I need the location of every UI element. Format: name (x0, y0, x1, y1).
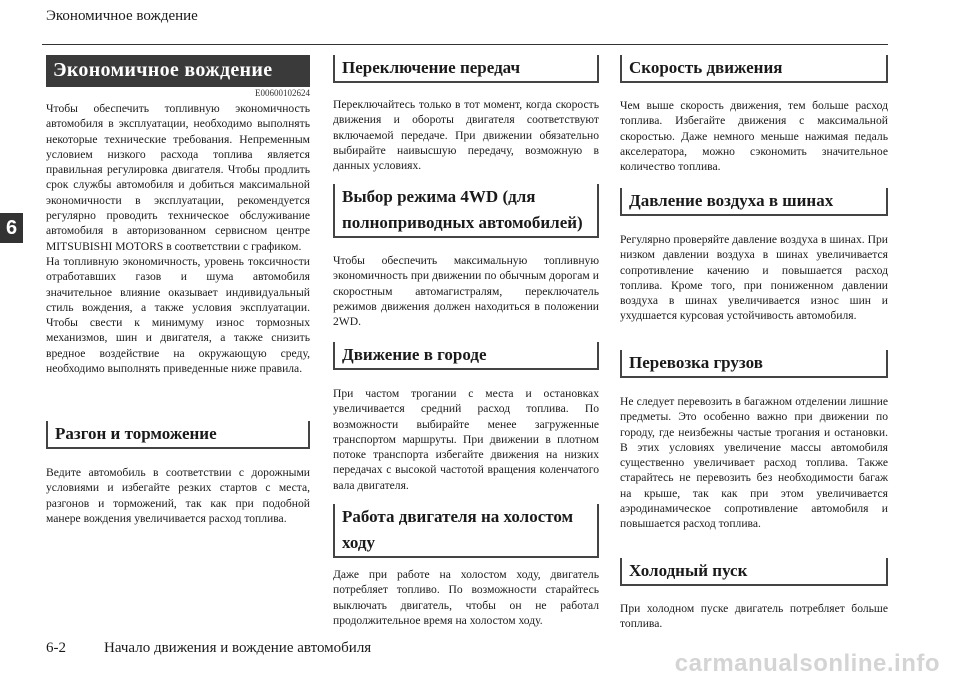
intro-text (46, 101, 310, 376)
section-title-acceleration: Разгон и торможение (46, 421, 310, 449)
section-title-idling-line-2: ходу (342, 533, 375, 552)
tire-pressure-text: Регулярно проверяйте давление воздуха в шинах. При низком давлении воздуха в шинах увеличивается сопротивление качению и повышается расход топлива. Кроме того, при пониженном давлении воздуха в шинах увеличивается износ шин и ухудшается курсовая устойчивость автомобиля. (620, 233, 888, 323)
cold-start-text: При холодном пуске двигатель потребляет больше топлива. (620, 602, 888, 631)
section-title-gear-shifting: Переключение передач (333, 55, 599, 83)
cargo-text: Не следует перевозить в багажном отделении лишние предметы. Это особенно важно при движении по городу, где неизбежны частые трогания и остановки. В этих условиях увеличение массы автомобиля существенно увеличивает расход топлива. Также старайтесь не перевозить без необходимости багаж на крыше, так как при этом увеличивается аэродинамическое сопротивление автомобиля и повышается расход топлива. (620, 395, 888, 531)
document-code: E00600102624 (255, 88, 310, 98)
section-title-speed: Скорость движения (620, 55, 888, 83)
intro-paragraph-2: На топливную экономичность, уровень токсичности отработавших газов и шума автомобиля значительное влияние оказывает индивидуальный стиль вождения, а также условия эксплуатации. Чтобы свести к минимуму износ тормозных механизмов, шин и двигателя, а также снизить вредное воздействие на окружающую среду, необходимо выполнять приведенные ниже правила. (46, 254, 310, 376)
section-title-4wd-line-2: полноприводных автомобилей) (342, 213, 583, 232)
idling-text: Даже при работе на холостом ходу, двигатель потребляет топливо. По возможности старайтесь выключать двигатель, чтобы он не работал продолжительное время на холостом ходу. (333, 568, 599, 627)
intro-paragraph-1: Чтобы обеспечить топливную экономичность автомобиля в эксплуатации, необходимо выполнять некоторые технические требования. Непременным условием низкого расхода топлива является правильная регулировка двигателя. Чтобы продлить срок службы автомобиля и добиться максимальной экономичности в эксплуатации, рекомендуется регулярно проводить техническое обслуживание автомобиля в авторизованном сервисном центре MITSUBISHI MOTORS в соответствии с графиком. (46, 102, 310, 253)
city-driving-text: При частом трогании с места и остановках увеличивается средний расход топлива. По возможности выбирайте менее загруженные транспортом маршруты. При движении в плотном потоке транспорта избегайте движения на низких передачах с высокой частотой вращения коленчатого вала двигателя. (333, 387, 599, 492)
page-number: 6-2 (46, 640, 66, 656)
speed-text: Чем выше скорость движения, тем больше расход топлива. Избегайте движения с максимальной скоростью. Даже немного меньше нажимая педаль акселератора, можно сэкономить значительное количество топлива. (620, 99, 888, 174)
section-title-idling (333, 504, 599, 558)
section-title-city-driving: Движение в городе (333, 342, 599, 370)
gear-shifting-text: Переключайтесь только в тот момент, когда скорость движения и обороты двигателя соответствуют включаемой передаче. При движении обязательно выбирайте наивысшую передачу, возможную в данных условиях. (333, 98, 599, 173)
section-title-4wd-line-1: Выбор режима 4WD (для (342, 187, 536, 206)
acceleration-text: Ведите автомобиль в соответствии с дорожными условиями и избегайте резких стартов с места, разгонов и торможений, так как при подобной манере вождения увеличивается расход топлива. (46, 466, 310, 525)
header-rule (42, 44, 888, 45)
running-header: Экономичное вождение (46, 8, 198, 24)
footer-title: Начало движения и вождение автомобиля (104, 640, 372, 656)
4wd-text: Чтобы обеспечить максимальную топливную экономичность при движении по обычным дорогам и скоростным автомагистралям, переключатель режимов движения должен находиться в положении 2WD. (333, 254, 599, 329)
section-title-tire-pressure: Давление воздуха в шинах (620, 188, 888, 216)
section-title-idling-line-1: Работа двигателя на холостом (342, 507, 574, 526)
page-title: Экономичное вождение (46, 55, 310, 87)
section-title-4wd (333, 184, 599, 238)
watermark[interactable]: carmanualsonline.info (674, 650, 940, 677)
section-title-cargo: Перевозка грузов (620, 350, 888, 378)
section-title-cold-start: Холодный пуск (620, 558, 888, 586)
chapter-tab: 6 (0, 213, 23, 243)
